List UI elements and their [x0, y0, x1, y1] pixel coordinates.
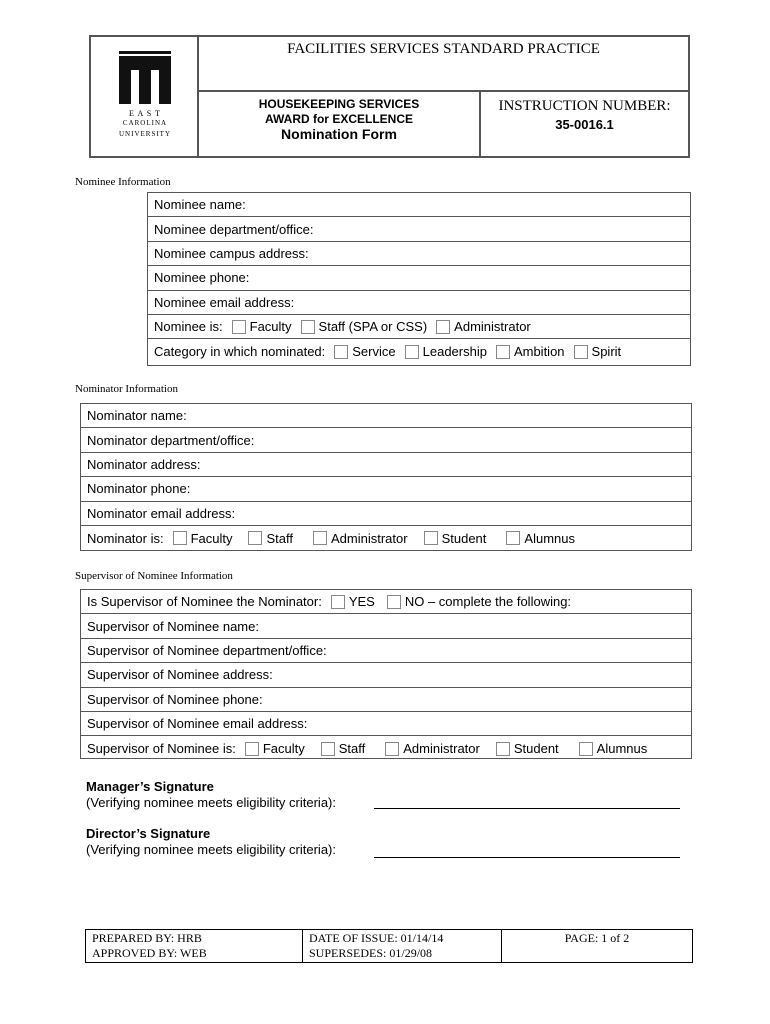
supervisor-faculty-label: Faculty: [262, 741, 305, 757]
supervisor-student-checkbox[interactable]: [496, 742, 510, 756]
supervisor-staff-label: Staff: [338, 741, 366, 757]
supervisor-is-label: Supervisor of Nominee is:: [87, 741, 236, 757]
nominator-name-row[interactable]: [81, 404, 691, 428]
supervisor-email-row[interactable]: [81, 712, 691, 736]
category-spirit-checkbox[interactable]: [574, 345, 588, 359]
nominee-administrator-checkbox[interactable]: [436, 320, 450, 334]
supervisor-alumnus-label: Alumnus: [596, 741, 648, 757]
supervisor-question-label: Is Supervisor of Nominee the Nominator:: [87, 594, 322, 610]
nominator-table: [80, 403, 692, 551]
supervisor-no-checkbox[interactable]: [387, 595, 401, 609]
category-label: Category in which nominated:: [154, 344, 326, 360]
category-service-checkbox[interactable]: [334, 345, 348, 359]
form-title-line-3: Nomination Form: [281, 126, 397, 142]
nominee-dept-row[interactable]: [148, 217, 690, 241]
form-title-line-1: HOUSEKEEPING SERVICES: [258, 97, 420, 111]
supervisor-dept-row[interactable]: [81, 639, 691, 663]
supervisor-section-label: Supervisor of Nominee Information: [75, 570, 233, 582]
supervisor-dept-label: Supervisor of Nominee department/office:: [87, 642, 327, 658]
nominator-is-label: Nominator is:: [87, 530, 164, 546]
nominator-phone-label: Nominator phone:: [87, 481, 191, 497]
supervisor-name-row[interactable]: [81, 614, 691, 638]
document-footer: [85, 929, 693, 963]
director-signature-block: [86, 826, 336, 858]
nominator-staff-label: Staff: [266, 530, 293, 546]
nominee-name-label: Nominee name:: [154, 197, 246, 213]
supervisor-alumnus-checkbox[interactable]: [579, 742, 593, 756]
supervisor-is-row: [81, 736, 691, 760]
nominee-phone-label: Nominee phone:: [154, 270, 250, 286]
nominee-section-label: Nominee Information: [75, 176, 171, 188]
nominee-email-row[interactable]: [148, 291, 690, 315]
instruction-number-label: INSTRUCTION NUMBER:: [498, 98, 671, 114]
nominator-email-row[interactable]: [81, 502, 691, 526]
logo-text-university: UNIVERSITY: [119, 130, 171, 138]
nominee-table: [147, 192, 691, 366]
approved-by: APPROVED BY: WEB: [92, 946, 207, 960]
nominator-dept-label: Nominator department/office:: [87, 432, 255, 448]
supervisor-yes-label: YES: [348, 594, 375, 610]
nominator-faculty-checkbox[interactable]: [173, 531, 187, 545]
nominator-is-row: [81, 526, 691, 550]
supersedes: SUPERSEDES: 01/29/08: [309, 946, 433, 960]
supervisor-address-row[interactable]: [81, 663, 691, 687]
nominee-phone-row[interactable]: [148, 266, 690, 290]
nominator-phone-row[interactable]: [81, 477, 691, 501]
nominator-alumnus-checkbox[interactable]: [506, 531, 520, 545]
category-service-label: Service: [352, 344, 396, 360]
supervisor-administrator-checkbox[interactable]: [385, 742, 399, 756]
nominator-dept-row[interactable]: [81, 428, 691, 452]
nominator-email-label: Nominator email address:: [87, 505, 236, 521]
supervisor-student-label: Student: [513, 741, 559, 757]
nominee-campus-label: Nominee campus address:: [154, 245, 309, 261]
category-spirit-label: Spirit: [591, 344, 622, 360]
logo-cell: [91, 37, 199, 156]
nominator-student-label: Student: [441, 530, 487, 546]
ecu-logo: [113, 48, 177, 144]
category-leadership-checkbox[interactable]: [405, 345, 419, 359]
document-header: [89, 35, 690, 158]
manager-signature-line[interactable]: [374, 808, 680, 809]
ecu-logo-mark-icon: [113, 48, 177, 108]
category-ambition-label: Ambition: [513, 344, 565, 360]
form-title-line-2: AWARD for EXCELLENCE: [264, 112, 413, 126]
supervisor-faculty-checkbox[interactable]: [245, 742, 259, 756]
nominee-faculty-label: Faculty: [249, 319, 292, 335]
instruction-number: 35-0016.1: [555, 117, 614, 132]
instruction-number-cell: [481, 92, 688, 156]
header-title: FACILITIES SERVICES STANDARD PRACTICE: [199, 37, 688, 92]
nominee-name-row[interactable]: [148, 193, 690, 217]
footer-prepared-cell: [86, 930, 303, 962]
logo-text-east: E A S T: [129, 109, 161, 118]
nominator-address-row[interactable]: [81, 453, 691, 477]
nominee-administrator-label: Administrator: [454, 319, 531, 335]
nominator-section-label: Nominator Information: [75, 383, 178, 395]
form-title-cell: [199, 92, 481, 156]
nominator-student-checkbox[interactable]: [424, 531, 438, 545]
nominee-campus-row[interactable]: [148, 242, 690, 266]
nominee-dept-label: Nominee department/office:: [154, 221, 314, 237]
nominee-is-label: Nominee is:: [154, 319, 223, 335]
supervisor-table: [80, 589, 692, 759]
category-leadership-label: Leadership: [422, 344, 487, 360]
nominee-staff-checkbox[interactable]: [301, 320, 315, 334]
page-number: PAGE: 1 of 2: [564, 931, 630, 945]
logo-text-carolina: CAROLINA: [122, 119, 168, 127]
nominee-faculty-checkbox[interactable]: [232, 320, 246, 334]
manager-signature-note: (Verifying nominee meets eligibility criteria):: [86, 795, 336, 810]
nominator-alumnus-label: Alumnus: [524, 530, 575, 546]
supervisor-no-label: NO – complete the following:: [404, 594, 572, 610]
footer-date-cell: [303, 930, 502, 962]
footer-page-cell: [502, 930, 692, 962]
supervisor-email-label: Supervisor of Nominee email address:: [87, 716, 308, 732]
supervisor-administrator-label: Administrator: [403, 741, 480, 757]
director-signature-note: (Verifying nominee meets eligibility criteria):: [86, 842, 336, 857]
supervisor-address-label: Supervisor of Nominee address:: [87, 667, 273, 683]
manager-signature-title: Manager’s Signature: [86, 779, 214, 794]
director-signature-line[interactable]: [374, 857, 680, 858]
supervisor-phone-row[interactable]: [81, 688, 691, 712]
supervisor-phone-label: Supervisor of Nominee phone:: [87, 691, 263, 707]
nominator-faculty-label: Faculty: [190, 530, 233, 546]
nominator-name-label: Nominator name:: [87, 408, 187, 424]
nominator-staff-checkbox[interactable]: [248, 531, 262, 545]
nominee-staff-label: Staff (SPA or CSS): [318, 319, 428, 335]
manager-signature-block: [86, 779, 336, 811]
nominee-is-row: [148, 315, 690, 339]
date-of-issue: DATE OF ISSUE: 01/14/14: [309, 931, 444, 945]
director-signature-title: Director’s Signature: [86, 826, 211, 841]
nominator-address-label: Nominator address:: [87, 456, 201, 472]
category-ambition-checkbox[interactable]: [496, 345, 510, 359]
supervisor-yes-checkbox[interactable]: [331, 595, 345, 609]
nominator-administrator-checkbox[interactable]: [313, 531, 327, 545]
supervisor-staff-checkbox[interactable]: [321, 742, 335, 756]
nominator-administrator-label: Administrator: [331, 530, 408, 546]
prepared-by: PREPARED BY: HRB: [92, 931, 202, 945]
nominee-category-row: [148, 339, 690, 363]
supervisor-name-label: Supervisor of Nominee name:: [87, 618, 259, 634]
nominee-email-label: Nominee email address:: [154, 294, 295, 310]
supervisor-question-row: [81, 590, 691, 614]
